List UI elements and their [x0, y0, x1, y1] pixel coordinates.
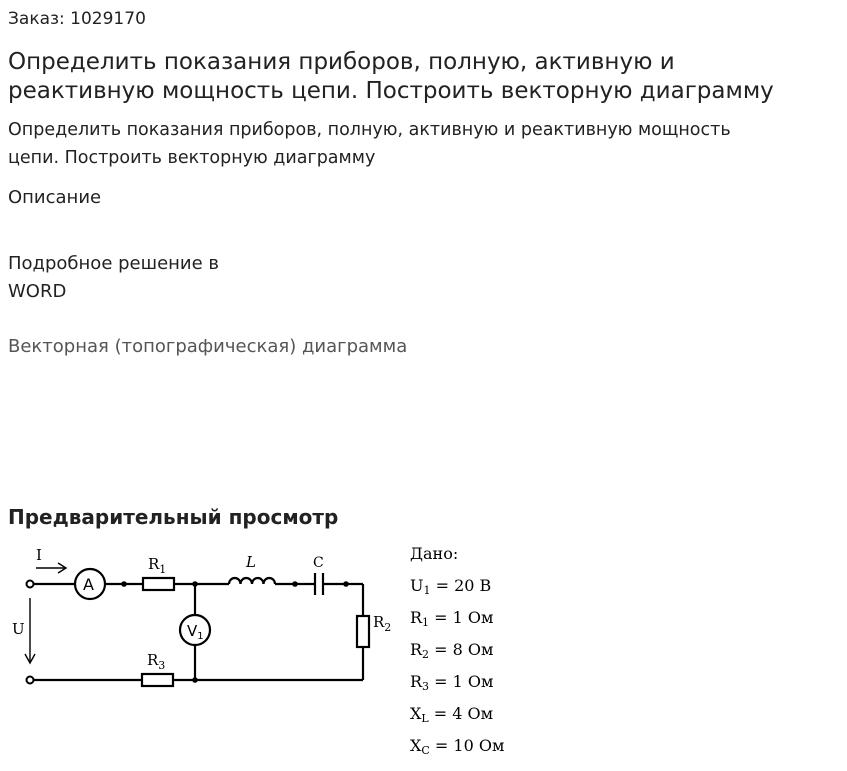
- circuit-diagram: [0, 540, 400, 700]
- resistor-r3: [142, 674, 173, 686]
- r1-label: $R_1$: [148, 555, 167, 576]
- task-description-line: цепи. Построить векторную диаграмму: [8, 148, 376, 168]
- capacitor: [315, 573, 323, 595]
- given-item-u1: $U_1 = 20$ В: [410, 576, 492, 597]
- given-values: [410, 543, 504, 767]
- voltmeter-label: $V_1$: [187, 622, 204, 642]
- capacitor-label: C: [313, 555, 324, 571]
- page-title-line: Определить показания приборов, полную, активную и: [8, 49, 675, 75]
- given-item-r3: $R_3 = 1$ Ом: [410, 672, 494, 693]
- task-description: [8, 116, 731, 172]
- page-title: [8, 48, 774, 106]
- node-dot: [343, 581, 349, 587]
- terminal-bottom: [27, 677, 34, 684]
- resistor-r1: [143, 578, 174, 590]
- page-title-line: реактивную мощность цепи. Построить векторную диаграмму: [8, 78, 774, 104]
- node-dot: [292, 581, 298, 587]
- ammeter-label: A: [83, 575, 94, 594]
- vector-diagram-text: Векторная (топографическая) диаграмма: [8, 336, 408, 357]
- given-item-r2: $R_2 = 8$ Ом: [410, 640, 494, 661]
- preview-heading: Предварительный просмотр: [8, 505, 339, 529]
- node-dot: [192, 677, 198, 683]
- order-number: Заказ: 1029170: [8, 9, 146, 29]
- voltage-label: U: [12, 620, 25, 638]
- node-dot: [192, 581, 198, 587]
- solution-note-line: WORD: [8, 281, 67, 302]
- r2-label: $R_2$: [373, 613, 392, 634]
- current-label: I: [36, 546, 42, 564]
- voltage-arrow: [25, 598, 35, 663]
- node-dot: [121, 581, 127, 587]
- inductor: [229, 578, 275, 584]
- solution-note-line: Подробное решение в: [8, 253, 220, 274]
- inductor-label: L: [246, 553, 256, 571]
- section-label-description: Описание: [8, 187, 102, 208]
- given-title: Дано:: [410, 544, 459, 563]
- current-arrow: [36, 563, 66, 573]
- terminal-top: [27, 581, 34, 588]
- given-item-xl: $X_L = 4$ Ом: [410, 704, 494, 725]
- solution-note: [8, 250, 219, 306]
- given-item-xc: $X_C = 10$ Ом: [410, 736, 505, 757]
- resistor-r2: [357, 616, 369, 647]
- given-item-r1: $R_1 = 1$ Ом: [410, 608, 494, 629]
- task-description-line: Определить показания приборов, полную, активную и реактивную мощность: [8, 120, 731, 140]
- r3-label: $R_3$: [147, 651, 166, 672]
